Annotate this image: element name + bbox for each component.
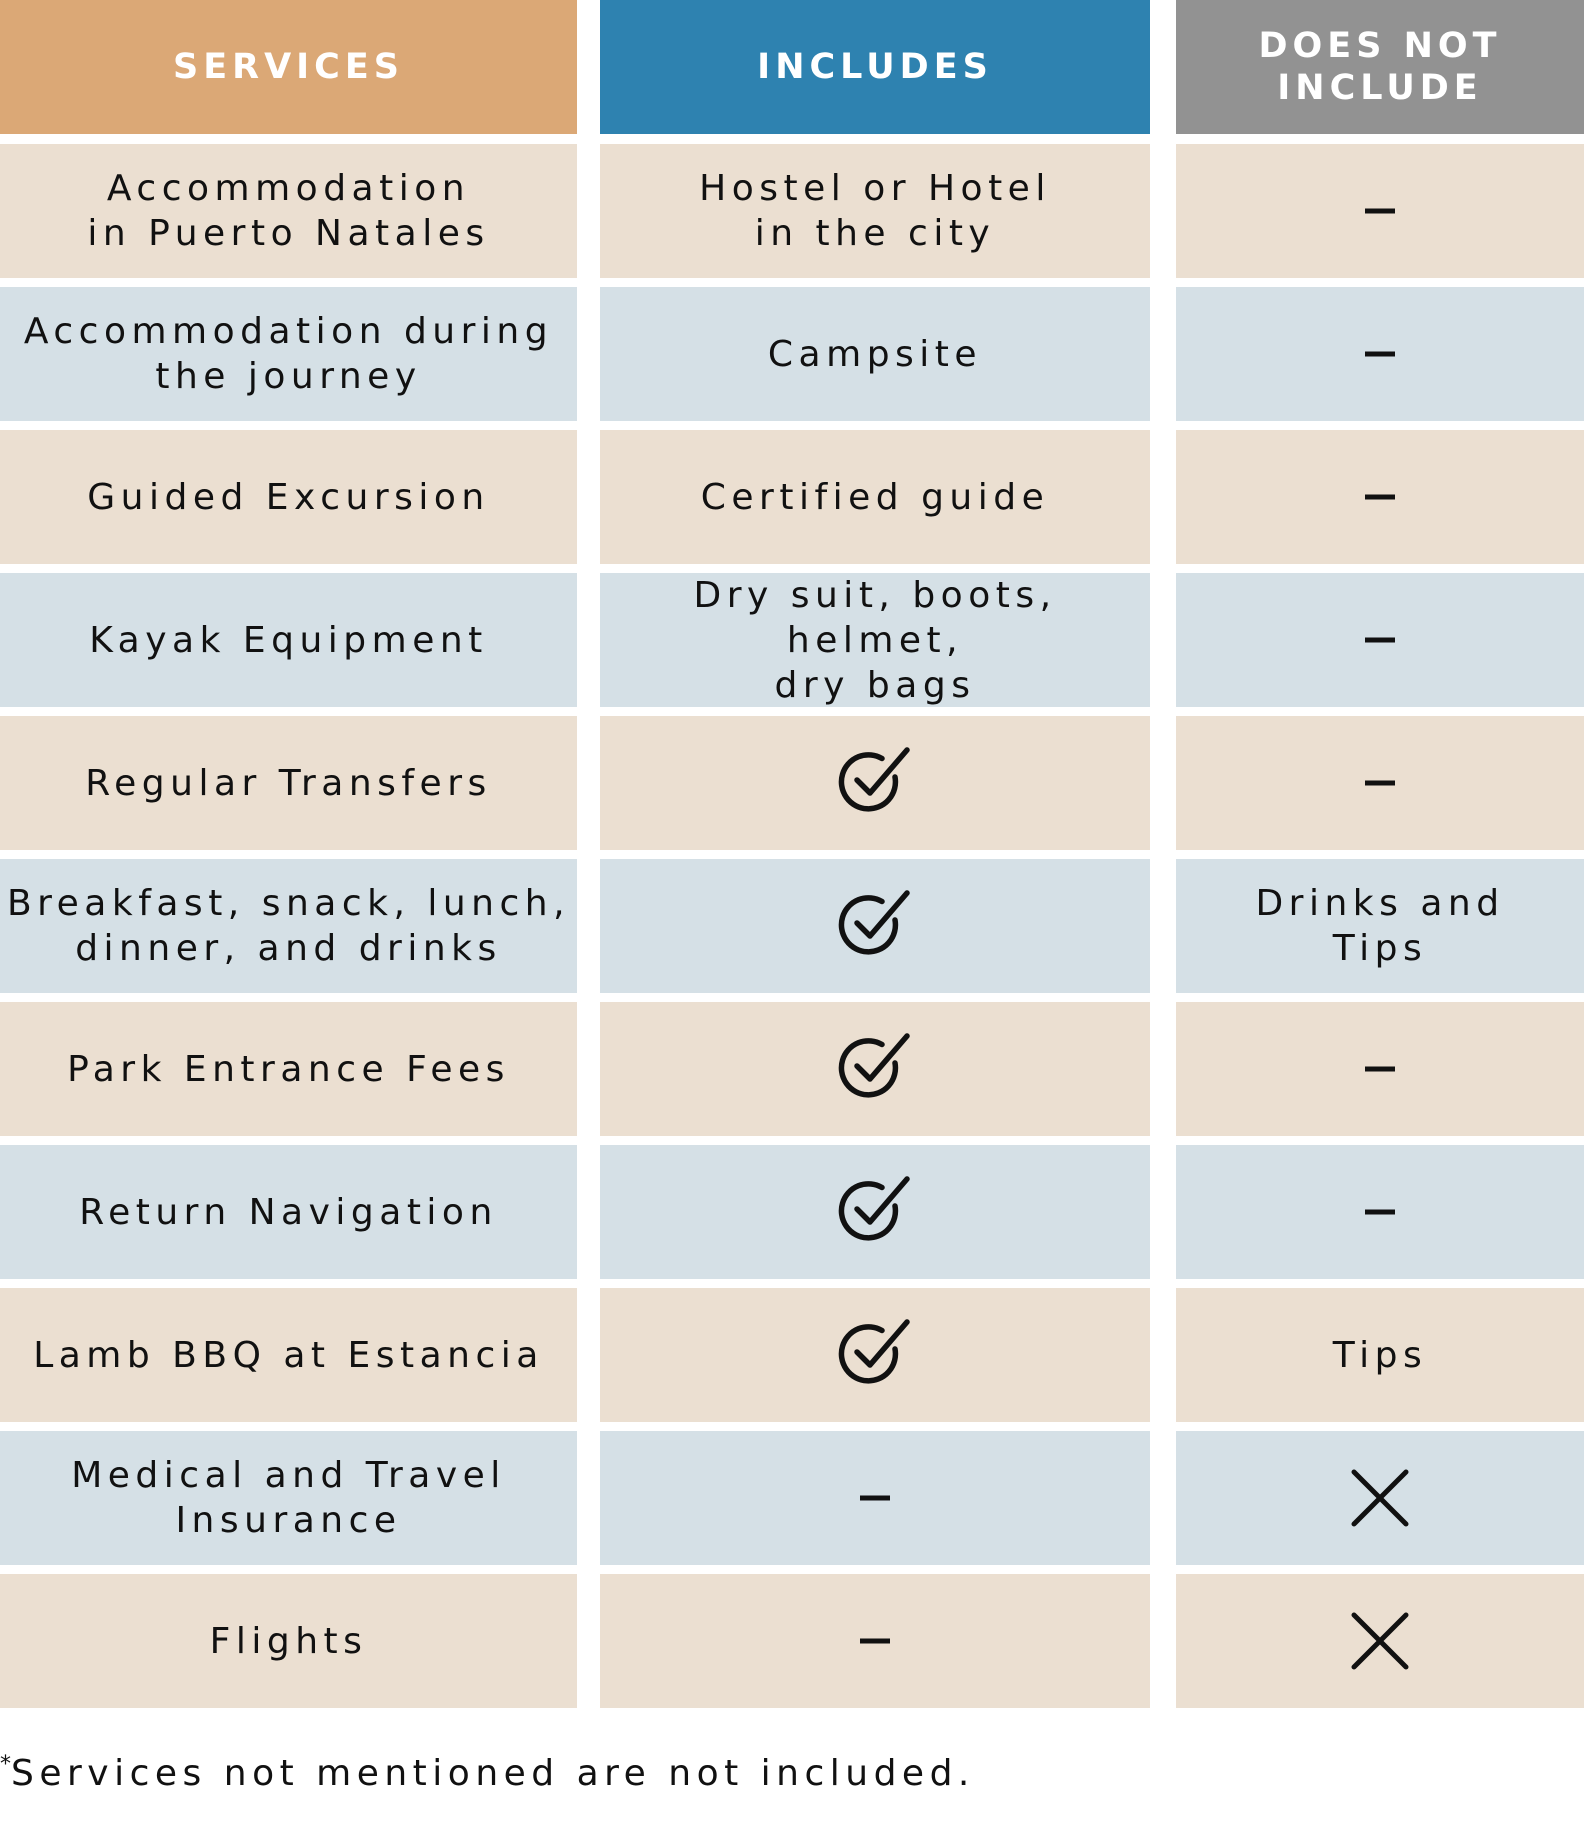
- includes-cell: [600, 1145, 1150, 1279]
- includes-text: Hostel or Hotel in the city: [699, 168, 1051, 254]
- service-cell: [0, 1145, 577, 1279]
- dash-icon: [1363, 492, 1397, 502]
- includes-cell: [600, 144, 1150, 278]
- includes-cell: [600, 430, 1150, 564]
- footnote: [0, 1752, 975, 1794]
- service-cell: [0, 430, 577, 564]
- service-cell: [0, 144, 577, 278]
- service-text: Guided Excursion: [87, 476, 490, 518]
- service-text: Kayak Equipment: [89, 619, 488, 661]
- does-not-include-cell: [1176, 1574, 1584, 1708]
- service-text: Regular Transfers: [85, 762, 492, 804]
- service-cell: [0, 716, 577, 850]
- dash-icon: [1363, 778, 1397, 788]
- table-row: [0, 287, 1584, 421]
- check-circle-icon: [835, 1172, 915, 1252]
- footnote-asterisk: *: [0, 1752, 11, 1777]
- does-not-include-cell: [1176, 859, 1584, 993]
- service-text: Lamb BBQ at Estancia: [33, 1334, 544, 1376]
- does-not-include-cell: [1176, 1431, 1584, 1565]
- table-row: [0, 716, 1584, 850]
- does-not-include-cell: [1176, 1002, 1584, 1136]
- x-icon: [1350, 1468, 1410, 1528]
- does-not-include-cell: [1176, 716, 1584, 850]
- table-row: [0, 144, 1584, 278]
- service-cell: [0, 1002, 577, 1136]
- services-column-header: SERVICES: [0, 0, 577, 134]
- does-not-include-cell: [1176, 1145, 1584, 1279]
- service-cell: [0, 859, 577, 993]
- includes-column-header: INCLUDES: [600, 0, 1150, 134]
- includes-cell: [600, 1431, 1150, 1565]
- does-not-include-cell: [1176, 144, 1584, 278]
- dash-icon: [1363, 1064, 1397, 1074]
- service-cell: [0, 1574, 577, 1708]
- includes-text: Dry suit, boots, helmet, dry bags: [693, 574, 1057, 706]
- dash-icon: [1363, 349, 1397, 359]
- service-cell: [0, 287, 577, 421]
- includes-cell: [600, 859, 1150, 993]
- service-text: Return Navigation: [79, 1191, 498, 1233]
- does-not-include-cell: [1176, 430, 1584, 564]
- table-row: [0, 1002, 1584, 1136]
- service-text: Breakfast, snack, lunch, dinner, and drinks: [6, 883, 571, 969]
- table-row: [0, 1145, 1584, 1279]
- service-text: Accommodation in Puerto Natales: [87, 168, 490, 254]
- service-text: Medical and Travel Insurance: [71, 1455, 506, 1541]
- does-not-include-column-header: [1176, 0, 1584, 134]
- service-text: Park Entrance Fees: [67, 1048, 510, 1090]
- check-circle-icon: [835, 1029, 915, 1109]
- table-row: [0, 1288, 1584, 1422]
- dash-icon: [1363, 1207, 1397, 1217]
- table-header: [0, 0, 1584, 134]
- footnote-text: Services not mentioned are not included.: [11, 1753, 975, 1794]
- table-row: [0, 430, 1584, 564]
- service-cell: [0, 1288, 577, 1422]
- dash-icon: [858, 1636, 892, 1646]
- includes-text: Campsite: [767, 333, 983, 375]
- does-not-include-text: Drinks and Tips: [1255, 883, 1505, 969]
- includes-text: Certified guide: [700, 476, 1050, 518]
- does-not-include-cell: [1176, 1288, 1584, 1422]
- includes-cell: [600, 287, 1150, 421]
- check-circle-icon: [835, 886, 915, 966]
- service-text: Flights: [209, 1620, 368, 1662]
- service-cell: [0, 1431, 577, 1565]
- does-not-include-label: DOES NOT INCLUDE: [1258, 26, 1502, 108]
- includes-cell: [600, 1002, 1150, 1136]
- includes-cell: [600, 1288, 1150, 1422]
- table-row: [0, 859, 1584, 993]
- includes-cell: [600, 573, 1150, 707]
- does-not-include-cell: [1176, 573, 1584, 707]
- dash-icon: [1363, 206, 1397, 216]
- service-text: Accommodation during the journey: [23, 311, 554, 397]
- service-cell: [0, 573, 577, 707]
- check-circle-icon: [835, 1315, 915, 1395]
- table-row: [0, 1431, 1584, 1565]
- includes-cell: [600, 716, 1150, 850]
- table-row: [0, 573, 1584, 707]
- x-icon: [1350, 1611, 1410, 1671]
- dash-icon: [858, 1493, 892, 1503]
- does-not-include-cell: [1176, 287, 1584, 421]
- dash-icon: [1363, 635, 1397, 645]
- check-circle-icon: [835, 743, 915, 823]
- does-not-include-text: Tips: [1332, 1334, 1428, 1376]
- table-row: [0, 1574, 1584, 1708]
- includes-cell: [600, 1574, 1150, 1708]
